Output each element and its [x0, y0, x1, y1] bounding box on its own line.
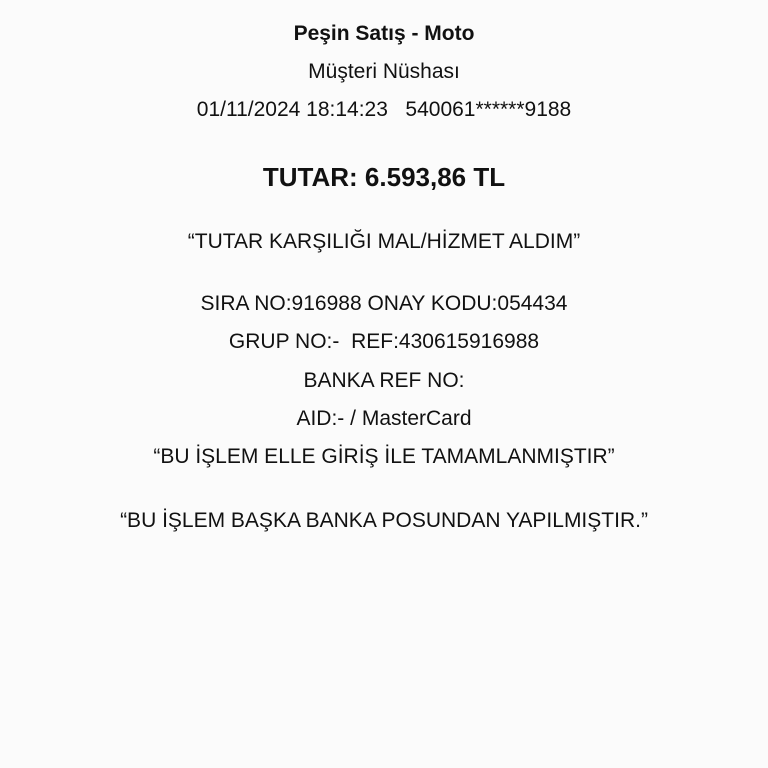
approval-code: 054434 — [497, 292, 568, 315]
sequence-approval-line — [0, 290, 768, 318]
sequence-number: 916988 — [291, 292, 362, 315]
ref-label: REF: — [351, 330, 399, 353]
receipt-title: Peşin Satış - Moto — [293, 22, 475, 45]
datetime-card-line — [0, 96, 768, 124]
card-scheme: MasterCard — [361, 407, 472, 430]
aid-line: AID:- / MasterCard — [296, 407, 472, 430]
manual-entry-note: “BU İŞLEM ELLE GİRİŞ İLE TAMAMLANMIŞTIR” — [153, 445, 615, 468]
bank-ref-label: BANKA REF NO: — [303, 369, 465, 392]
aid-label: AID:- — [296, 407, 345, 430]
sequence-label: SIRA NO: — [200, 292, 292, 315]
amount-label: TUTAR: — [262, 162, 358, 192]
amount-value: 6.593,86 TL — [364, 162, 506, 192]
approval-label: ONAY KODU: — [367, 292, 498, 315]
ref-number: 430615916988 — [398, 330, 540, 353]
masked-card-number: 540061******9188 — [405, 98, 572, 121]
group-ref-line — [0, 328, 768, 356]
other-bank-note: “BU İŞLEM BAŞKA BANKA POSUNDAN YAPILMIŞTIR.” — [120, 509, 648, 532]
acknowledgement-text: “TUTAR KARŞILIĞI MAL/HİZMET ALDIM” — [187, 230, 581, 253]
amount-line — [0, 160, 768, 194]
transaction-datetime: 01/11/2024 18:14:23 — [196, 98, 388, 121]
group-label: GRUP NO:- — [228, 330, 340, 353]
copy-label: Müşteri Nüshası — [308, 60, 460, 83]
